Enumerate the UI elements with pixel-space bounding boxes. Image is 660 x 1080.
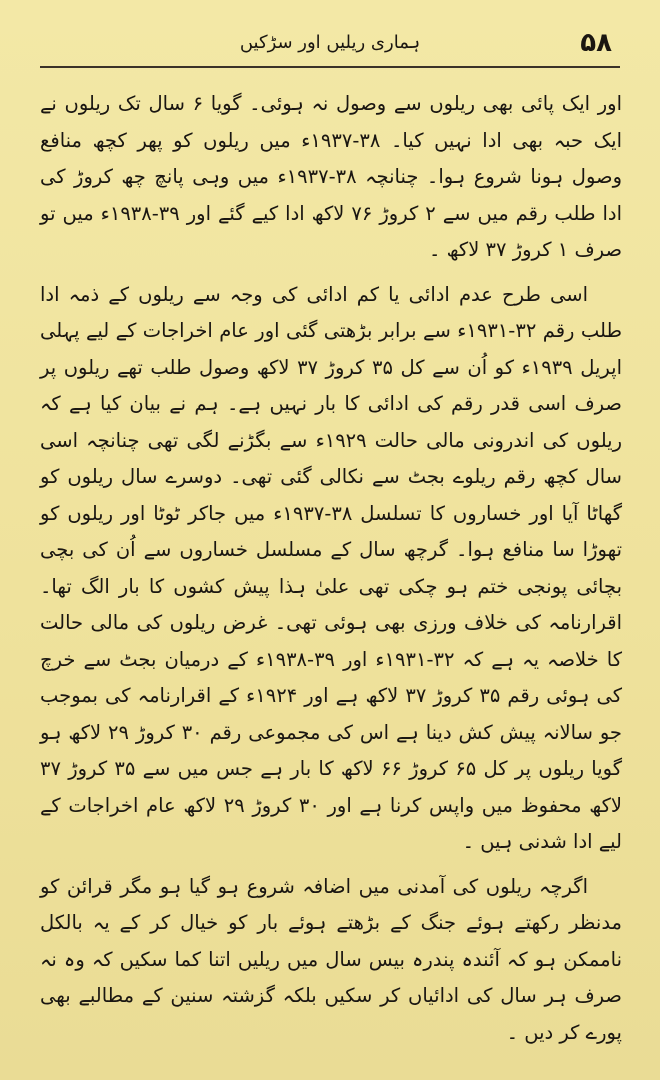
paragraph-3: اگرچہ ریلوں کی آمدنی میں اضافہ شروع ہو گیا ہو مگر قرائن کو مدنظر رکھتے ہوئے جنگ کے بڑھتے ہوئے بار کو خیال کر کے یہ بالکل ناممکن ہو کہ آئندہ پندرہ بیس سال میں ریلیں اتنا کما سکیں کہ وہ نہ صرف ہر سال کی ادائیاں کر سکیں بلکہ گزشتہ سنین کے مطالبے بھی پورے کر دیں ۔: [40, 874, 622, 1044]
paragraph-1: اور ایک پائی بھی ریلوں سے وصول نہ ہوئی۔ گویا ۶ سال تک ریلوں نے ایک حبہ بھی ادا نہیں کیا۔ ۳۸-۱۹۳۷ء میں ریلوں کو پھر کچھ منافع وصول ہونا شروع ہوا۔ چنانچہ ۳۸-۱۹۳۷ء میں وہی پانچ چھ کروڑ کی ادا طلب رقم میں سے ۲ کروڑ ۷۶ لاکھ ادا کیے گئے اور ۳۹-۱۹۳۸ء میں تو صرف ۱ کروڑ ۳۷ لاکھ ۔: [40, 92, 622, 261]
running-title: ہماری ریلیں اور سڑکیں: [239, 32, 421, 53]
page-header: [40, 22, 620, 68]
paragraph-2: اسی طرح عدم ادائی یا کم ادائی کی وجہ سے ریلوں کے ذمہ ادا طلب رقم ۳۲-۱۹۳۱ء سے برابر بڑھتی گئی اور عام اخراجات کے لیے پہلی اپریل ۱۹۳۹ء کو اُن سے کل ۳۵ کروڑ ۳۷ لاکھ وصول طلب تھے ریلوں پر صرف اسی قدر رقم کی ادائی کا بار نہیں ہے۔ ہم نے بیان کیا ہے کہ ریلوں کی اندرونی مالی حالت ۱۹۲۹ء سے بگڑنے لگی تھی چنانچہ اسی سال کچھ رقم ریلوے بجٹ سے نکالی گئی تھی۔ دوسرے سال ریلوں کو گھاٹا آیا اور خساروں کا تسلسل ۳۸-۱۹۳۷ء میں جاکر ٹوٹا اور ریلوں کو تھوڑا سا منافع ہوا۔ گرچھ سال کے مسلسل خساروں سے اُن کی بچی بچائی پونجی ختم ہو چکی تھی علیٰ ہذا پیش کشوں کا بار الگ تھا۔ اقرارنامہ کی خلاف ورزی بھی ہوئی تھی۔ غرض ریلوں کی مالی حالت کا خلاصہ یہ ہے کہ ۳۲-۱۹۳۱ء اور ۳۹-۱۹۳۸ء کے درمیان بجٹ سے خرچ کی ہوئی رقم ۳۵ کروڑ ۳۷ لاکھ ہے اور ۱۹۲۴ء کے اقرارنامہ کی بموجب جو سالانہ پیش کش دینا ہے اس کی مجموعی رقم ۳۰ کروڑ ۲۹ لاکھ ہو گویا ریلوں پر کل ۶۵ کروڑ ۶۶ لاکھ کا بار ہے جس میں سے ۳۵ کروڑ ۳۷ لاکھ محفوظ میں واپس کرنا ہے اور ۳۰ کروڑ ۲۹ لاکھ عام اخراجات کے لیے ادا شدنی ہیں ۔: [40, 282, 623, 853]
page-number: ۵۸: [580, 28, 612, 58]
body-text: [40, 86, 622, 1059]
